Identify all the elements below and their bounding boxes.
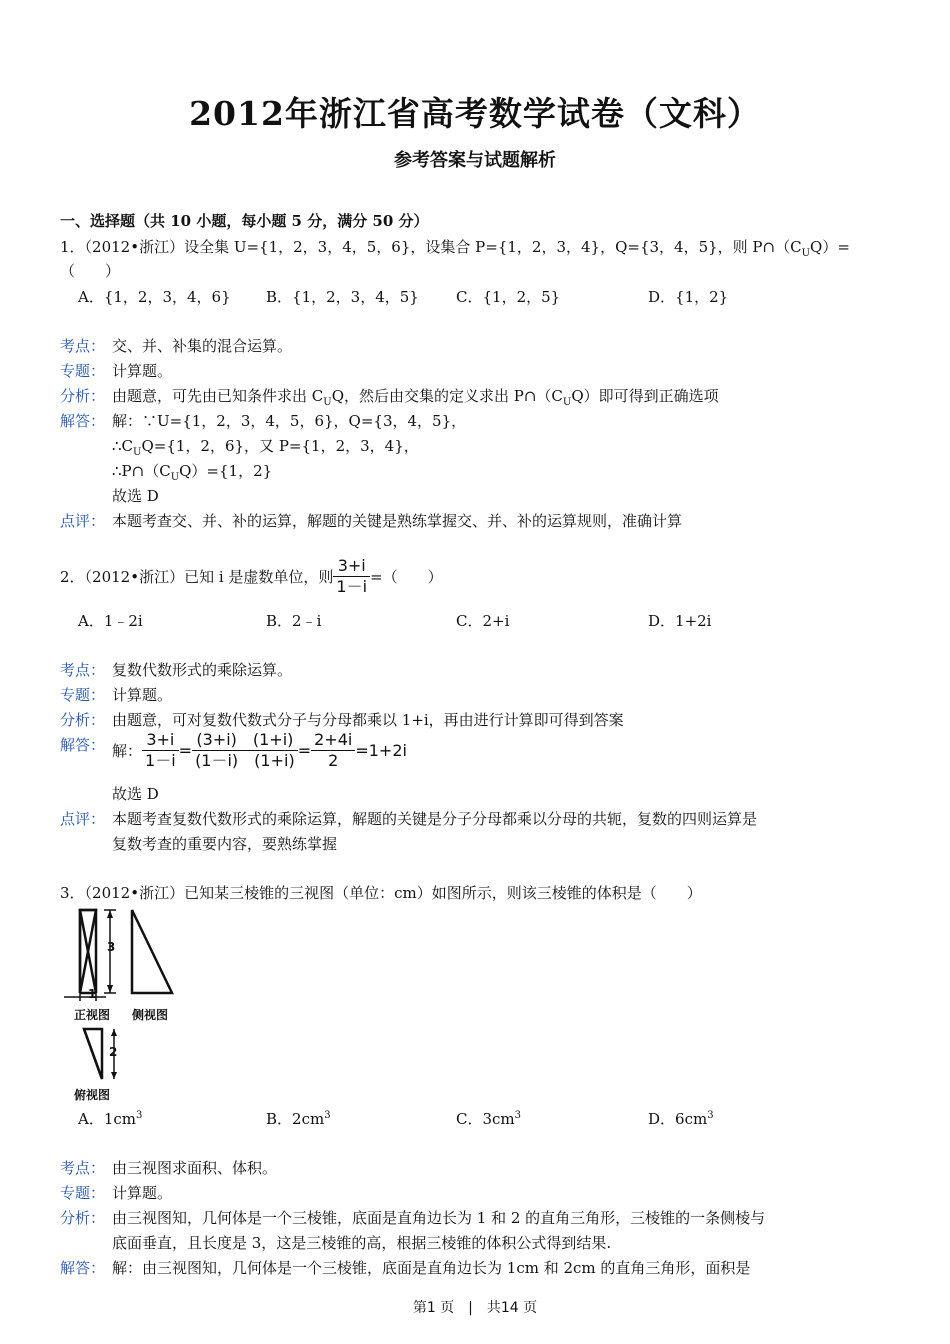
q1-jieda-line4: 故选 D	[112, 487, 159, 505]
q3-jieda-label: 解答：	[60, 1259, 106, 1277]
q2-kaodian-label: 考点：	[60, 661, 106, 679]
q2-fraction: $\frac{3+i}{1-i}$	[333, 556, 370, 597]
q1-dianping: 本题考查交、并、补的运算，解题的关键是熟练掌握交、并、补的运算规则，准确计算	[112, 512, 683, 530]
three-view-figure	[58, 905, 188, 1105]
q2-dianping-label: 点评：	[60, 810, 106, 828]
q2-option-c: C．2+i	[456, 612, 510, 630]
front-view-label: 正视图	[74, 1008, 111, 1022]
q2-option-b: B．2﹣i	[266, 612, 322, 630]
q2-jieda-formula: 解： $\frac{3+i}{1-i}$ = $\frac{(3+i) (1+i)}{(1-i) (1+i)}$ = $\frac{2+4i}{2}$ =1+2i	[112, 730, 407, 770]
q1-option-c: C．{1，2，5}	[456, 288, 561, 306]
q2-jieda-label: 解答：	[60, 736, 106, 754]
dim-top-label: 2	[109, 1045, 118, 1059]
q2-dianping-line2: 复数考查的重要内容，要熟练掌握	[112, 835, 338, 853]
q2-fenxi-label: 分析：	[60, 711, 106, 729]
q2-jieda-line2: 故选 D	[112, 785, 159, 803]
q3-stem: 3．（2012•浙江）已知某三棱锥的三视图（单位：cm）如图所示，则该三棱锥的体积是（ ）	[60, 884, 702, 902]
q3-jieda-line1: 解：由三视图知，几何体是一个三棱锥，底面是直角边长为 1cm 和 2cm 的直角三角形，面积是	[112, 1259, 751, 1277]
section-heading: 一、选择题（共 10 小题，每小题 5 分，满分 50 分）	[60, 212, 429, 230]
q3-fenxi-line1: 由三视图知，几何体是一个三棱锥，底面是直角边长为 1 和 2 的直角三角形，三棱锥的一条侧棱与	[112, 1209, 766, 1227]
q1-zhuanti-label: 专题：	[60, 362, 106, 380]
q2-option-a: A．1﹣2i	[78, 612, 143, 630]
q1-jieda-line3: $\therefore P\cap(C_UQ)=\{1$，2}	[112, 462, 273, 483]
q2-option-d: D．1+2i	[648, 612, 712, 630]
q1-option-b: B．{1，2，3，4，5}	[266, 288, 419, 306]
q1-option-d: D．{1，2}	[648, 288, 729, 306]
q1-stem-line2: （ ）	[60, 262, 121, 280]
q1-zhuanti: 计算题。	[112, 362, 173, 380]
q2-fenxi: 由题意，可对复数代数式分子与分母都乘以 1+i，再由进行计算即可得到答案	[112, 711, 624, 729]
q2-stem: 2．（2012•浙江）已知 i 是虚数单位，则 $\frac{3+i}{1-i}$ =（ ）	[60, 556, 443, 596]
page-footer: 第1 页 | 共14 页	[412, 1300, 538, 1316]
q1-fenxi: 由题意，可先由已知条件求出 $C_UQ$，然后由交集的定义求出 $P\cap(C_UQ)$即可得到正确选项	[112, 387, 719, 408]
q3-option-c: C．$3cm^3$	[456, 1110, 522, 1128]
q3-kaodian: 由三视图求面积、体积。	[112, 1159, 278, 1177]
dim-width-label: 1	[88, 987, 97, 1001]
q3-fenxi-line2: 底面垂直，且长度是 3，这是三棱锥的高，根据三棱锥的体积公式得到结果.	[112, 1234, 612, 1252]
page-subtitle: 参考答案与试题解析	[394, 150, 556, 171]
dim-height-label: 3	[107, 940, 116, 954]
q1-jieda-label: 解答：	[60, 412, 106, 430]
q3-option-b: B．$2cm^3$	[266, 1110, 331, 1128]
q1-jieda-line1: 解：∵U={1，2，3，4，5，6}，Q={3，4，5}，	[112, 412, 467, 430]
q2-zhuanti: 计算题。	[112, 686, 173, 704]
q1-stem: 1．（2012•浙江）设全集 U={1，2，3，4，5，6}，设集合 P={1，2，3，4}，Q={3，4，5}，则 $P\cap(C_UQ)=$	[60, 238, 850, 259]
q3-zhuanti: 计算题。	[112, 1184, 173, 1202]
q2-dianping-line1: 本题考查复数代数形式的乘除运算，解题的关键是分子分母都乘以分母的共轭，复数的四则运算是	[112, 810, 758, 828]
q2-zhuanti-label: 专题：	[60, 686, 106, 704]
q2-kaodian: 复数代数形式的乘除运算。	[112, 661, 293, 679]
q1-kaodian: 交、并、补集的混合运算。	[112, 337, 293, 355]
q1-fenxi-label: 分析：	[60, 387, 106, 405]
q3-kaodian-label: 考点：	[60, 1159, 106, 1177]
q1-dianping-label: 点评：	[60, 512, 106, 530]
q1-jieda-line2: $\therefore C_UQ=\{1$，2，6}，又 P={1，2，3，4}，	[112, 437, 419, 458]
q3-option-a: A．$1cm^3$	[78, 1110, 143, 1128]
q1-kaodian-label: 考点：	[60, 337, 106, 355]
top-view-label: 俯视图	[74, 1088, 111, 1102]
q3-zhuanti-label: 专题：	[60, 1184, 106, 1202]
q3-fenxi-label: 分析：	[60, 1209, 106, 1227]
q1-option-a: A．{1，2，3，4，6}	[78, 288, 231, 306]
q3-option-d: D．$6cm^3$	[648, 1110, 714, 1128]
side-view-label: 侧视图	[132, 1008, 169, 1022]
page-title: 2012年浙江省高考数学试卷（文科）	[189, 94, 761, 133]
side-view-triangle	[132, 910, 172, 993]
